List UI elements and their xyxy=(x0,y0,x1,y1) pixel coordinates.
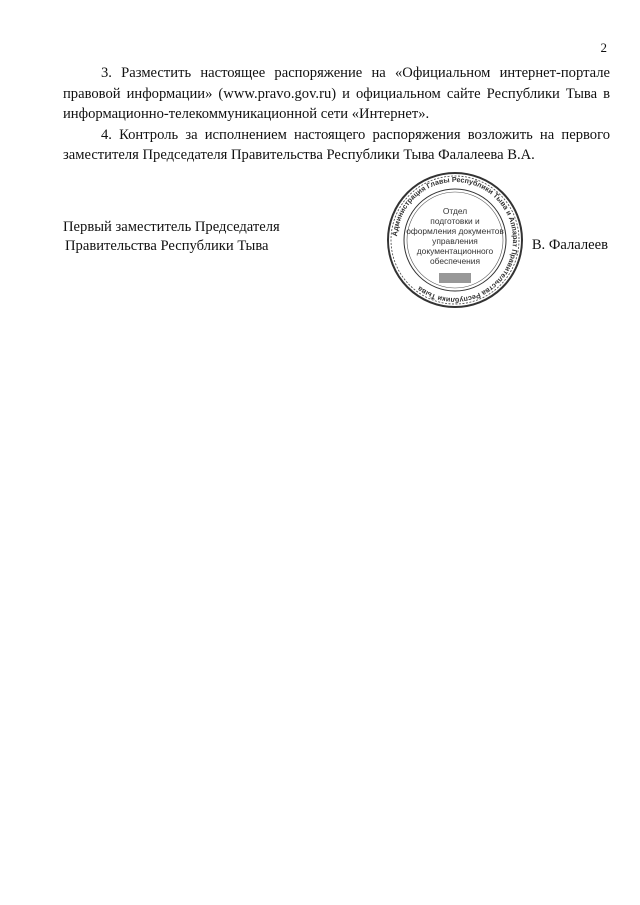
paragraph-item-3: 3. Разместить настоящее распоряжение на «Официальном интернет-портале правовой информации» (www.pravo.gov.ru) и официальном сайте Республики Тыва в информационно-телекоммуникационной сети «Интернет». xyxy=(63,65,610,122)
seal-center-line-4: управления xyxy=(432,236,478,246)
seal-center-line-1: Отдел xyxy=(442,206,468,216)
signer-title-line-2: Правительства Республики Тыва xyxy=(65,238,269,254)
seal-center-line-6: обеспечения xyxy=(430,256,480,266)
seal-barcode-mark xyxy=(439,273,471,283)
signer-title-line-1: Первый заместитель Председателя xyxy=(63,219,280,235)
document-body xyxy=(63,63,610,166)
seal-center-line-2: подготовки и xyxy=(430,216,480,226)
signer-title xyxy=(63,218,280,256)
paragraph-item-4: 4. Контроль за исполнением настоящего распоряжения возложить на первого заместителя Председателя Правительства Республики Тыва Фалалеева В.А. xyxy=(63,126,610,163)
seal-center-line-5: документационного xyxy=(416,246,494,256)
seal-center-line-3: оформления документов xyxy=(406,226,504,236)
page-number: 2 xyxy=(600,40,607,55)
official-seal-stamp xyxy=(385,170,525,310)
signer-name: В. Фалалеев xyxy=(531,237,608,253)
seal-ring-text: Администрация Главы Республики Тыва и Аппарат Правительства Республики Тыва xyxy=(390,174,521,306)
